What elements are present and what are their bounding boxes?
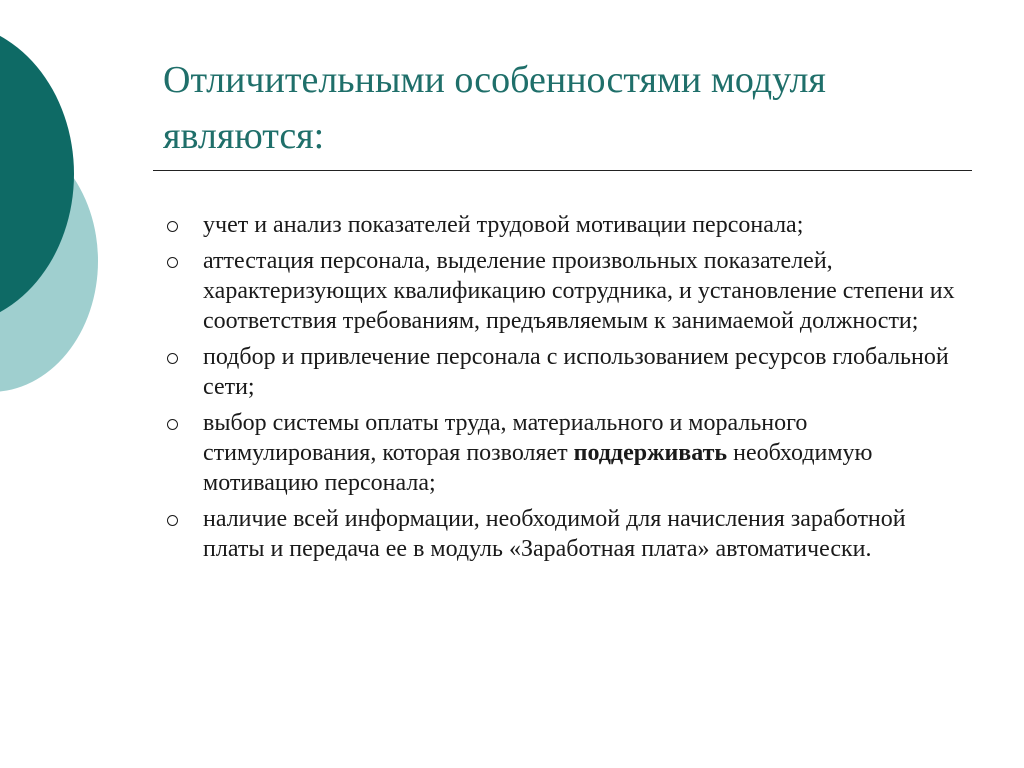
bullet-text: подбор и привлечение персонала с использованием ресурсов глобальной сети; [203, 344, 949, 400]
bullet-circle-icon [167, 257, 178, 268]
bullet-text-start: выбор системы оплаты труда, материального и морального стимулирования, которая позволяет [203, 410, 808, 466]
bullet-text-bold: поддерживать [573, 440, 728, 466]
bullet-item [165, 504, 965, 564]
bullet-item [165, 342, 965, 402]
bullet-text: аттестация персонала, выделение произвольных показателей, характеризующих квалификацию сотрудника, и установление степени их соответствия требованиям, предъявляемым к занимаемой должности; [203, 248, 955, 334]
bullet-circle-icon [167, 353, 178, 364]
bullet-circle-icon [167, 515, 178, 526]
bullet-circle-icon [167, 221, 178, 232]
title-divider [153, 170, 972, 171]
bullet-item [165, 210, 965, 240]
bullet-item [165, 246, 965, 336]
bullet-list [165, 210, 965, 570]
bullet-text-end: необходимую мотивацию персонала; [203, 440, 873, 496]
bullet-item [165, 408, 965, 498]
slide-title: Отличительными особенностями модуля являются: [163, 59, 826, 157]
bullet-text: учет и анализ показателей трудовой мотивации персонала; [203, 212, 804, 238]
bullet-text: наличие всей информации, необходимой для начисления заработной платы и передача ее в модуль «Заработная плата» автоматически. [203, 506, 906, 562]
bullet-circle-icon [167, 419, 178, 430]
